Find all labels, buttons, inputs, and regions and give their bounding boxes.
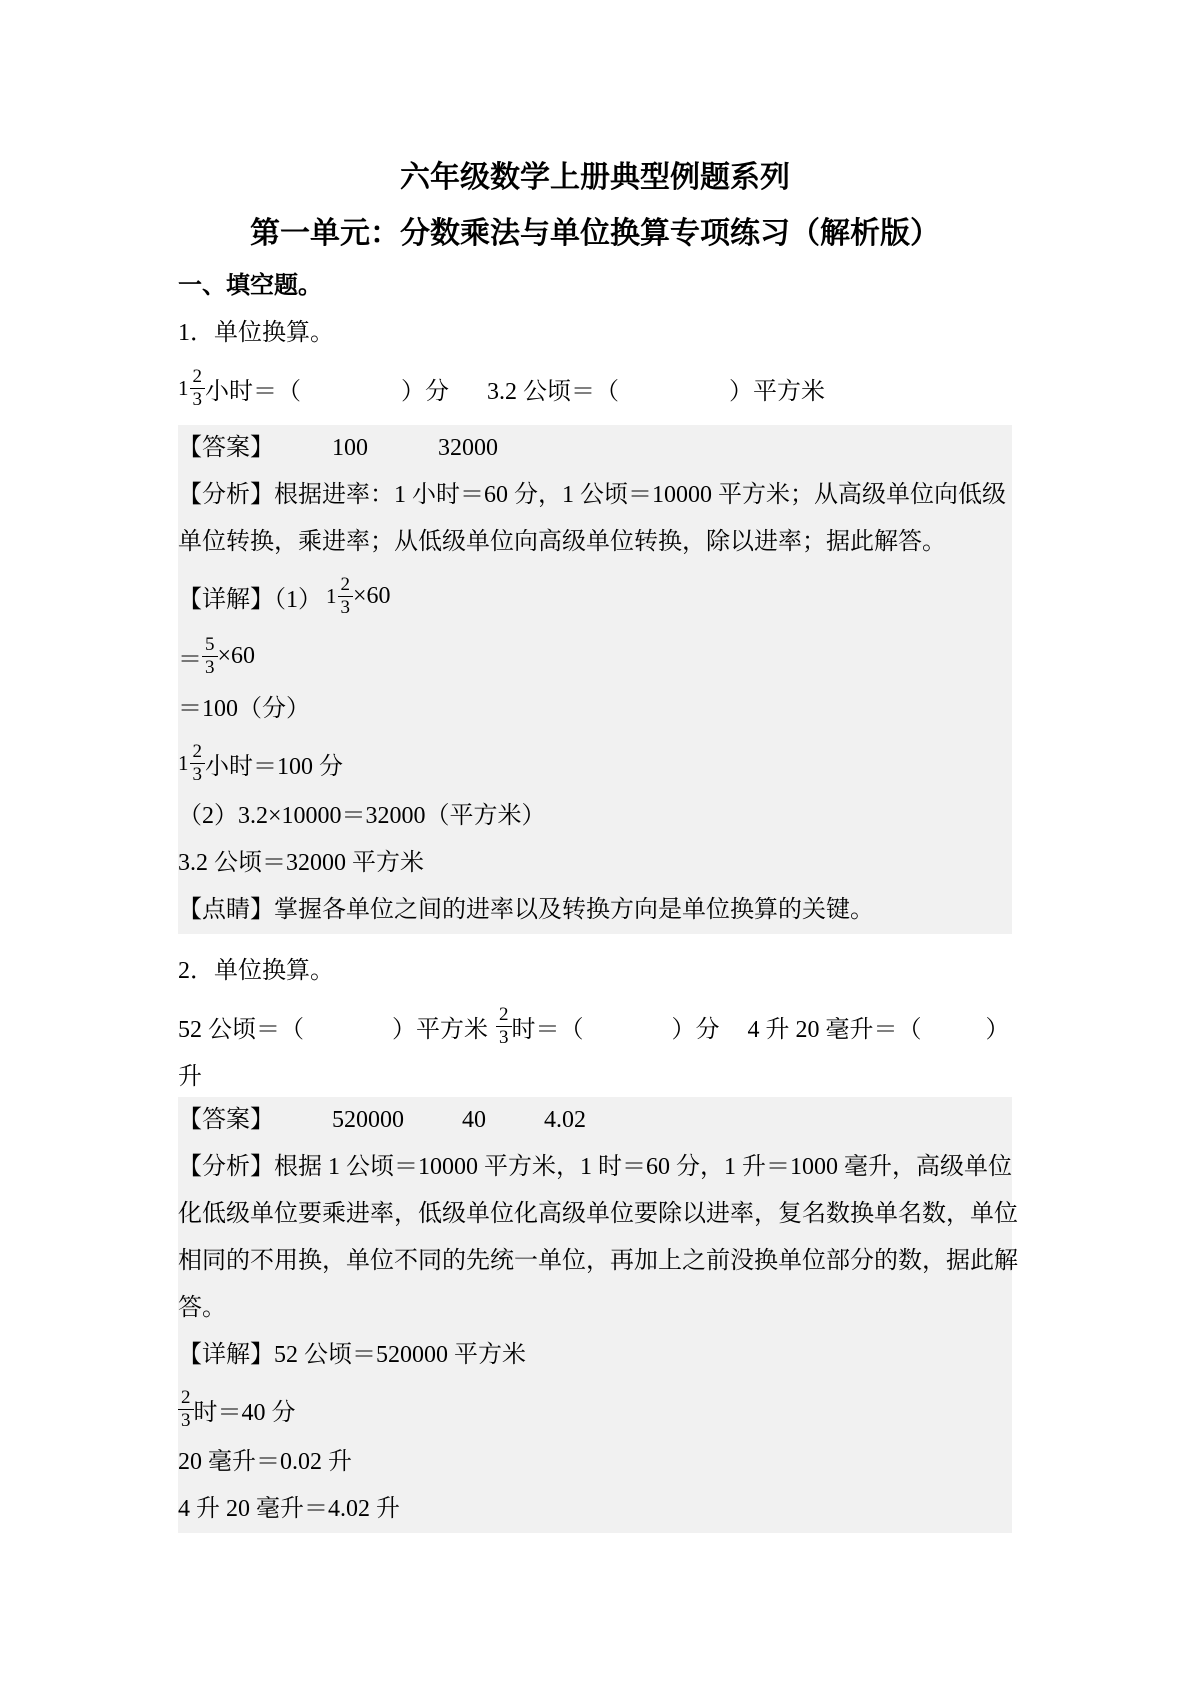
fraction-denominator: 3	[340, 596, 350, 618]
problem1-detail-line: ＝100（分）	[178, 696, 310, 722]
fraction-numerator: 2	[190, 367, 206, 389]
problem2-label: 2．单位换算。	[178, 958, 334, 984]
problem1-label: 1．单位换算。	[178, 320, 334, 346]
problem1-analysis-line: 【分析】根据进率：1 小时＝60 分，1 公顷＝10000 平方米；从高级单位向低级	[178, 482, 1006, 508]
problem1-detail-line	[178, 733, 1012, 793]
fraction	[190, 367, 206, 410]
fraction-denominator: 3	[181, 1409, 191, 1431]
fraction-numerator: 2	[178, 1388, 194, 1410]
fraction-numerator: 2	[338, 575, 354, 597]
fraction-numerator: 5	[202, 635, 218, 657]
problem2-detail-line: 【详解】52 公顷＝520000 平方米	[178, 1342, 526, 1368]
problem1-solution-block	[178, 425, 1012, 934]
page-title: 六年级数学上册典型例题系列	[400, 161, 790, 194]
question-text: 3.2 公顷＝（	[487, 378, 619, 405]
question-text: ）平方米	[392, 1016, 488, 1043]
fraction-denominator: 3	[192, 763, 202, 785]
problem2-analysis-line: 化低级单位要乘进率，低级单位化高级单位要除以进率，复名数换单名数，单位	[178, 1201, 1018, 1227]
answer-tag: 【答案】	[178, 435, 274, 461]
problem2-solution-block	[178, 1097, 1018, 1533]
question-text: ）	[985, 1016, 1010, 1043]
question-text: 时＝（	[511, 1016, 584, 1043]
problem2-detail-line	[178, 1379, 1012, 1439]
fraction	[178, 1388, 194, 1431]
fraction	[338, 575, 354, 618]
mixed-fraction	[178, 367, 205, 410]
problem1-question-line	[178, 357, 1012, 419]
detail-text: 【详解】（1）	[178, 586, 322, 613]
problem1-answer-line	[178, 425, 1012, 472]
mixed-fraction	[178, 742, 205, 785]
detail-text: ×60	[217, 642, 256, 669]
detail-text: ＝	[178, 646, 202, 673]
problem1-detail-line	[178, 626, 1012, 686]
question-text: 小时＝（	[205, 378, 301, 405]
detail-text: ×60	[353, 582, 391, 609]
problem2-detail-line: 20 毫升＝0.02 升	[178, 1449, 352, 1475]
fraction-denominator: 3	[192, 388, 202, 410]
fraction-numerator: 2	[496, 1005, 512, 1027]
problem2-analysis-line: 答。	[178, 1295, 226, 1321]
problem2-analysis-line: 相同的不用换，单位不同的先统一单位，再加上之前没换单位部分的数，据此解	[178, 1248, 1018, 1274]
question-text: ）分	[671, 1016, 720, 1043]
answer-tag: 【答案】	[178, 1107, 274, 1133]
fraction-numerator: 2	[190, 742, 206, 764]
question-text: ）平方米	[729, 378, 825, 405]
problem1-detail-line	[178, 566, 1012, 626]
answer-value: 32000	[438, 435, 498, 461]
answer-value: 100	[332, 435, 368, 461]
fraction	[496, 1005, 512, 1048]
answer-value: 40	[462, 1107, 486, 1133]
section-heading: 一、填空题。	[178, 272, 322, 299]
question-text: 4 升 20 毫升＝（	[747, 1016, 922, 1043]
question-text: 52 公顷＝（	[178, 1016, 304, 1043]
problem2-detail-line: 4 升 20 毫升＝4.02 升	[178, 1496, 400, 1522]
fraction	[190, 742, 206, 785]
fraction-denominator: 3	[205, 656, 215, 678]
mixed-fraction	[326, 575, 353, 618]
page-subtitle: 第一单元：分数乘法与单位换算专项练习（解析版）	[250, 217, 940, 250]
problem1-detail-line: （2）3.2×10000＝32000（平方米）	[178, 803, 546, 829]
fraction-whole: 1	[178, 750, 189, 775]
question-text: ）分	[401, 378, 449, 405]
fraction-whole: 1	[178, 375, 189, 400]
detail-text: 小时＝100 分	[205, 753, 343, 780]
problem2-analysis-line: 【分析】根据 1 公顷＝10000 平方米，1 时＝60 分，1 升＝1000 毫升，高级单位	[178, 1154, 1012, 1180]
fraction-whole: 1	[326, 583, 337, 608]
answer-value: 520000	[332, 1107, 404, 1133]
problem1-analysis-line: 单位转换，乘进率；从低级单位向高级单位转换，除以进率；据此解答。	[178, 529, 946, 555]
problem1-tip-line: 【点睛】掌握各单位之间的进率以及转换方向是单位换算的关键。	[178, 897, 874, 923]
detail-text: 时＝40 分	[193, 1399, 296, 1426]
problem2-question-line	[178, 995, 1012, 1057]
answer-value: 4.02	[544, 1107, 586, 1133]
problem2-question-overflow: 升	[178, 1064, 202, 1090]
problem2-answer-line	[178, 1097, 1012, 1144]
fraction	[202, 635, 218, 678]
fraction-denominator: 3	[499, 1026, 509, 1048]
problem1-detail-line: 3.2 公顷＝32000 平方米	[178, 850, 424, 876]
